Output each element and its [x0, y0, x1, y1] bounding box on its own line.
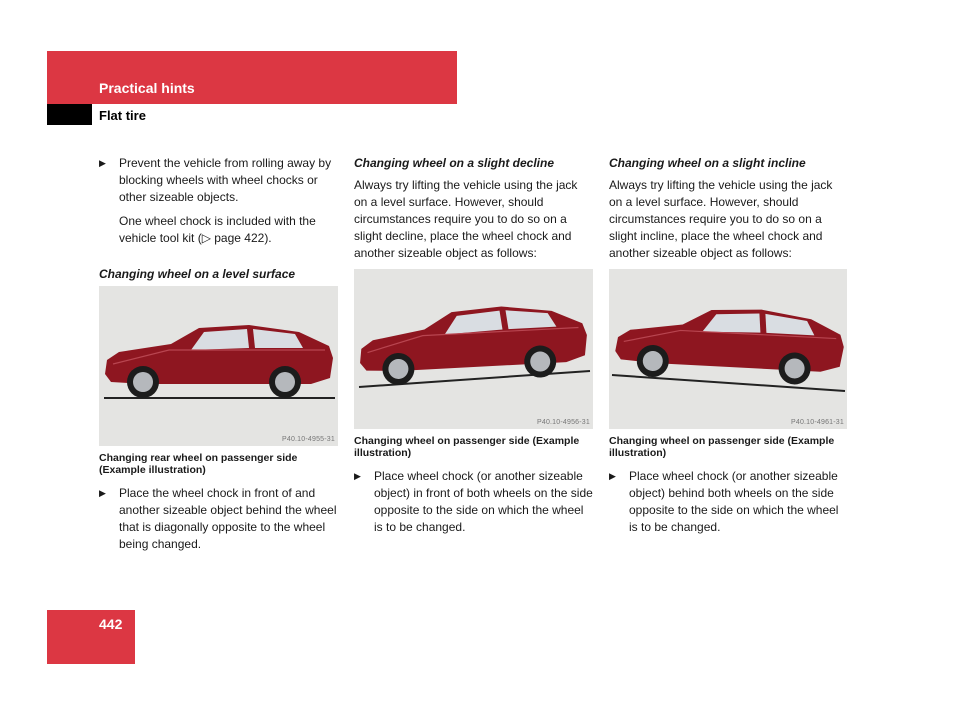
figure-code: P40.10-4961-31	[790, 419, 844, 426]
column-3-text-top	[609, 155, 849, 262]
sedan-car-icon	[609, 269, 847, 429]
bullet-text: Place the wheel chock in front of and another sizeable object behind the wheel that is diagonally opposite to the wheel being changed.	[119, 486, 337, 551]
column-3-text-bottom	[609, 435, 849, 536]
sedan-car-icon	[99, 286, 338, 446]
subsection-title: Flat tire	[99, 108, 146, 123]
triangle-right-icon: ▶	[99, 488, 106, 498]
note-text: One wheel chock is included with the vehicle tool kit (▷ page 422).	[119, 214, 316, 245]
bullet-item	[354, 468, 594, 536]
figure-level-surface	[99, 286, 338, 446]
bullet-item	[99, 155, 339, 206]
heading-slight-incline: Changing wheel on a slight incline	[609, 156, 806, 170]
sedan-car-icon	[354, 269, 593, 429]
body-text: Always try lifting the vehicle using the jack on a level surface. However, should circumstances require you to do so on a slight decline, place the wheel chock and another sizeable object as follows:	[354, 178, 578, 260]
figure-caption: Changing rear wheel on passenger side (Example illustration)	[99, 452, 298, 476]
figure-code: P40.10-4956-31	[536, 419, 590, 426]
triangle-right-icon: ▶	[354, 471, 361, 481]
figure-slight-decline	[354, 269, 593, 429]
bullet-text: Place wheel chock (or another sizeable object) in front of both wheels on the side opposite to the side on which the wheel is to be changed.	[374, 469, 593, 534]
triangle-right-icon: ▶	[99, 158, 106, 168]
body-text: Always try lifting the vehicle using the jack on a level surface. However, should circumstances require you to do so on a slight incline, place the wheel chock and another sizeable object as follows:	[609, 178, 833, 260]
page-number: 442	[99, 616, 123, 632]
bullet-text: Prevent the vehicle from rolling away by blocking wheels with wheel chocks or other sizeable objects.	[119, 156, 332, 204]
figure-code: P40.10-4955-31	[281, 436, 335, 443]
column-1-text-top	[99, 155, 339, 283]
column-2-text-bottom	[354, 435, 594, 536]
column-1-text-bottom	[99, 452, 339, 553]
section-title: Practical hints	[99, 80, 195, 96]
header-black-tab	[47, 104, 92, 125]
bullet-item	[99, 485, 339, 553]
column-2-text-top	[354, 155, 594, 262]
figure-slight-incline	[609, 269, 847, 429]
bullet-text: Place wheel chock (or another sizeable object) behind both wheels on the side opposite to the side on which the wheel is to be changed.	[629, 469, 839, 534]
bullet-item	[609, 468, 849, 536]
figure-caption: Changing wheel on passenger side (Example illustration)	[609, 435, 835, 459]
heading-slight-decline: Changing wheel on a slight decline	[354, 156, 555, 170]
figure-caption: Changing wheel on passenger side (Example illustration)	[354, 435, 580, 459]
heading-level-surface: Changing wheel on a level surface	[99, 267, 296, 281]
triangle-right-icon: ▶	[609, 471, 616, 481]
header-red-bar	[47, 51, 457, 104]
